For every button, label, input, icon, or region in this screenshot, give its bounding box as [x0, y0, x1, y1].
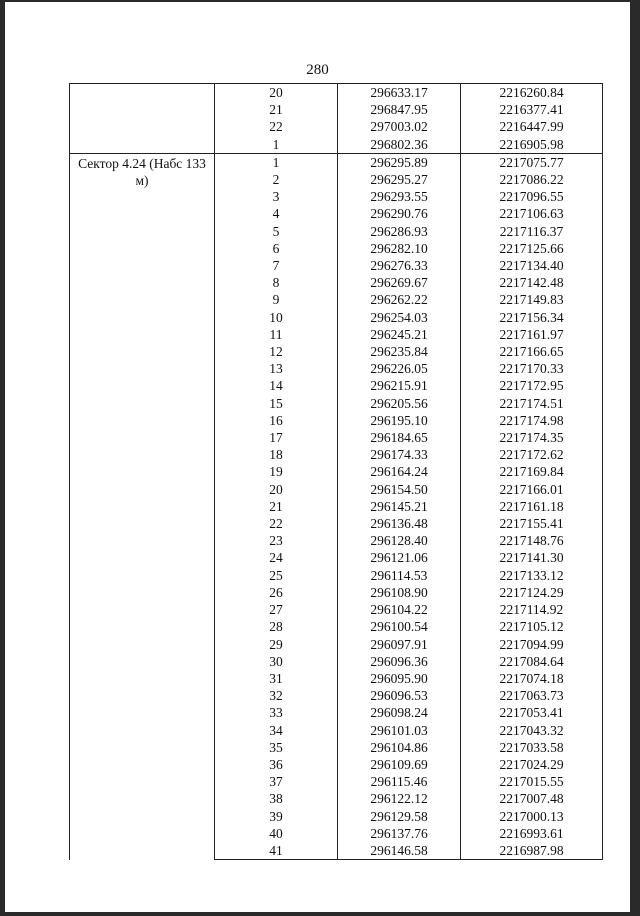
y-coordinate-cell: 2217142.48 [461, 274, 603, 291]
y-coordinate-cell: 2217166.65 [461, 343, 603, 360]
point-number-cell: 17 [215, 429, 338, 446]
y-coordinate-cell: 2217096.55 [461, 188, 603, 205]
y-coordinate-cell: 2217166.01 [461, 481, 603, 498]
x-coordinate-cell: 296269.67 [338, 274, 461, 291]
x-coordinate-cell: 296290.76 [338, 205, 461, 222]
y-coordinate-cell: 2217141.30 [461, 549, 603, 566]
y-coordinate-cell: 2217043.32 [461, 722, 603, 739]
x-coordinate-cell: 296295.27 [338, 171, 461, 188]
point-number-cell: 15 [215, 395, 338, 412]
y-coordinate-cell: 2217149.83 [461, 291, 603, 308]
y-coordinate-cell: 2217172.95 [461, 377, 603, 394]
point-number-cell: 26 [215, 584, 338, 601]
y-coordinate-cell: 2217161.18 [461, 498, 603, 515]
point-number-cell: 19 [215, 463, 338, 480]
x-coordinate-cell: 296114.53 [338, 567, 461, 584]
y-coordinate-cell: 2217174.51 [461, 395, 603, 412]
y-coordinate-cell: 2217053.41 [461, 704, 603, 721]
y-coordinate-cell: 2217106.63 [461, 205, 603, 222]
y-coordinate-cell: 2217169.84 [461, 463, 603, 480]
point-number-cell: 34 [215, 722, 338, 739]
y-coordinate-cell: 2217124.29 [461, 584, 603, 601]
point-number-cell: 20 [215, 481, 338, 498]
y-coordinate-cell: 2216987.98 [461, 842, 603, 860]
point-number-cell: 21 [215, 498, 338, 515]
x-coordinate-cell: 296235.84 [338, 343, 461, 360]
y-coordinate-cell: 2217170.33 [461, 360, 603, 377]
point-number-cell: 41 [215, 842, 338, 860]
point-number-cell: 20 [215, 84, 338, 102]
x-coordinate-cell: 296295.89 [338, 153, 461, 171]
coordinates-table-body [70, 84, 603, 860]
point-number-cell: 25 [215, 567, 338, 584]
point-number-cell: 32 [215, 687, 338, 704]
coordinates-table [69, 83, 603, 860]
section-name-cell [70, 153, 215, 859]
x-coordinate-cell: 296245.21 [338, 326, 461, 343]
x-coordinate-cell: 296286.93 [338, 223, 461, 240]
y-coordinate-cell: 2217084.64 [461, 653, 603, 670]
point-number-cell: 40 [215, 825, 338, 842]
point-number-cell: 33 [215, 704, 338, 721]
x-coordinate-cell: 296104.22 [338, 601, 461, 618]
point-number-cell: 37 [215, 773, 338, 790]
point-number-cell: 18 [215, 446, 338, 463]
page-number: 280 [306, 62, 329, 78]
x-coordinate-cell: 296096.36 [338, 653, 461, 670]
y-coordinate-cell: 2217105.12 [461, 618, 603, 635]
point-number-cell: 3 [215, 188, 338, 205]
x-coordinate-cell: 296122.12 [338, 790, 461, 807]
y-coordinate-cell: 2217155.41 [461, 515, 603, 532]
section-name: Сектор 4.24 (Набс 133 м) [78, 155, 206, 188]
section-name [70, 84, 214, 85]
point-number-cell: 1 [215, 153, 338, 171]
y-coordinate-cell: 2217075.77 [461, 153, 603, 171]
point-number-cell: 22 [215, 515, 338, 532]
x-coordinate-cell: 296215.91 [338, 377, 461, 394]
x-coordinate-cell: 296154.50 [338, 481, 461, 498]
y-coordinate-cell: 2217174.35 [461, 429, 603, 446]
point-number-cell: 23 [215, 532, 338, 549]
x-coordinate-cell: 296205.56 [338, 395, 461, 412]
point-number-cell: 8 [215, 274, 338, 291]
y-coordinate-cell: 2217125.66 [461, 240, 603, 257]
x-coordinate-cell: 296121.06 [338, 549, 461, 566]
y-coordinate-cell: 2217174.98 [461, 412, 603, 429]
point-number-cell: 38 [215, 790, 338, 807]
y-coordinate-cell: 2217148.76 [461, 532, 603, 549]
point-number-cell: 2 [215, 171, 338, 188]
x-coordinate-cell: 296098.24 [338, 704, 461, 721]
x-coordinate-cell: 296136.48 [338, 515, 461, 532]
x-coordinate-cell: 296097.91 [338, 636, 461, 653]
y-coordinate-cell: 2217116.37 [461, 223, 603, 240]
x-coordinate-cell: 296108.90 [338, 584, 461, 601]
y-coordinate-cell: 2217094.99 [461, 636, 603, 653]
document-page [5, 2, 630, 912]
point-number-cell: 31 [215, 670, 338, 687]
point-number-cell: 16 [215, 412, 338, 429]
x-coordinate-cell: 296164.24 [338, 463, 461, 480]
y-coordinate-cell: 2216993.61 [461, 825, 603, 842]
x-coordinate-cell: 296145.21 [338, 498, 461, 515]
x-coordinate-cell: 296100.54 [338, 618, 461, 635]
y-coordinate-cell: 2217156.34 [461, 309, 603, 326]
point-number-cell: 24 [215, 549, 338, 566]
y-coordinate-cell: 2217024.29 [461, 756, 603, 773]
y-coordinate-cell: 2216260.84 [461, 84, 603, 102]
y-coordinate-cell: 2217015.55 [461, 773, 603, 790]
x-coordinate-cell: 296096.53 [338, 687, 461, 704]
y-coordinate-cell: 2216377.41 [461, 101, 603, 118]
point-number-cell: 9 [215, 291, 338, 308]
x-coordinate-cell: 296802.36 [338, 136, 461, 154]
x-coordinate-cell: 296226.05 [338, 360, 461, 377]
point-number-cell: 14 [215, 377, 338, 394]
point-number-cell: 27 [215, 601, 338, 618]
y-coordinate-cell: 2217033.58 [461, 739, 603, 756]
x-coordinate-cell: 296633.17 [338, 84, 461, 102]
point-number-cell: 29 [215, 636, 338, 653]
x-coordinate-cell: 296262.22 [338, 291, 461, 308]
x-coordinate-cell: 296254.03 [338, 309, 461, 326]
point-number-cell: 36 [215, 756, 338, 773]
point-number-cell: 6 [215, 240, 338, 257]
point-number-cell: 13 [215, 360, 338, 377]
y-coordinate-cell: 2217133.12 [461, 567, 603, 584]
point-number-cell: 10 [215, 309, 338, 326]
section-name-cell [70, 84, 215, 154]
x-coordinate-cell: 297003.02 [338, 118, 461, 135]
y-coordinate-cell: 2217000.13 [461, 808, 603, 825]
y-coordinate-cell: 2217114.92 [461, 601, 603, 618]
y-coordinate-cell: 2216447.99 [461, 118, 603, 135]
x-coordinate-cell: 296109.69 [338, 756, 461, 773]
x-coordinate-cell: 296282.10 [338, 240, 461, 257]
point-number-cell: 5 [215, 223, 338, 240]
point-number-cell: 30 [215, 653, 338, 670]
point-number-cell: 11 [215, 326, 338, 343]
point-number-cell: 12 [215, 343, 338, 360]
y-coordinate-cell: 2217086.22 [461, 171, 603, 188]
x-coordinate-cell: 296174.33 [338, 446, 461, 463]
point-number-cell: 7 [215, 257, 338, 274]
x-coordinate-cell: 296276.33 [338, 257, 461, 274]
x-coordinate-cell: 296101.03 [338, 722, 461, 739]
y-coordinate-cell: 2216905.98 [461, 136, 603, 154]
x-coordinate-cell: 296095.90 [338, 670, 461, 687]
point-number-cell: 22 [215, 118, 338, 135]
x-coordinate-cell: 296184.65 [338, 429, 461, 446]
y-coordinate-cell: 2217172.62 [461, 446, 603, 463]
x-coordinate-cell: 296128.40 [338, 532, 461, 549]
point-number-cell: 35 [215, 739, 338, 756]
x-coordinate-cell: 296847.95 [338, 101, 461, 118]
x-coordinate-cell: 296146.58 [338, 842, 461, 860]
y-coordinate-cell: 2217063.73 [461, 687, 603, 704]
point-number-cell: 4 [215, 205, 338, 222]
point-number-cell: 1 [215, 136, 338, 154]
y-coordinate-cell: 2217074.18 [461, 670, 603, 687]
point-number-cell: 21 [215, 101, 338, 118]
x-coordinate-cell: 296129.58 [338, 808, 461, 825]
x-coordinate-cell: 296104.86 [338, 739, 461, 756]
point-number-cell: 28 [215, 618, 338, 635]
table-row [70, 84, 603, 102]
x-coordinate-cell: 296293.55 [338, 188, 461, 205]
y-coordinate-cell: 2217161.97 [461, 326, 603, 343]
x-coordinate-cell: 296115.46 [338, 773, 461, 790]
y-coordinate-cell: 2217134.40 [461, 257, 603, 274]
x-coordinate-cell: 296137.76 [338, 825, 461, 842]
x-coordinate-cell: 296195.10 [338, 412, 461, 429]
point-number-cell: 39 [215, 808, 338, 825]
table-row [70, 153, 603, 171]
y-coordinate-cell: 2217007.48 [461, 790, 603, 807]
